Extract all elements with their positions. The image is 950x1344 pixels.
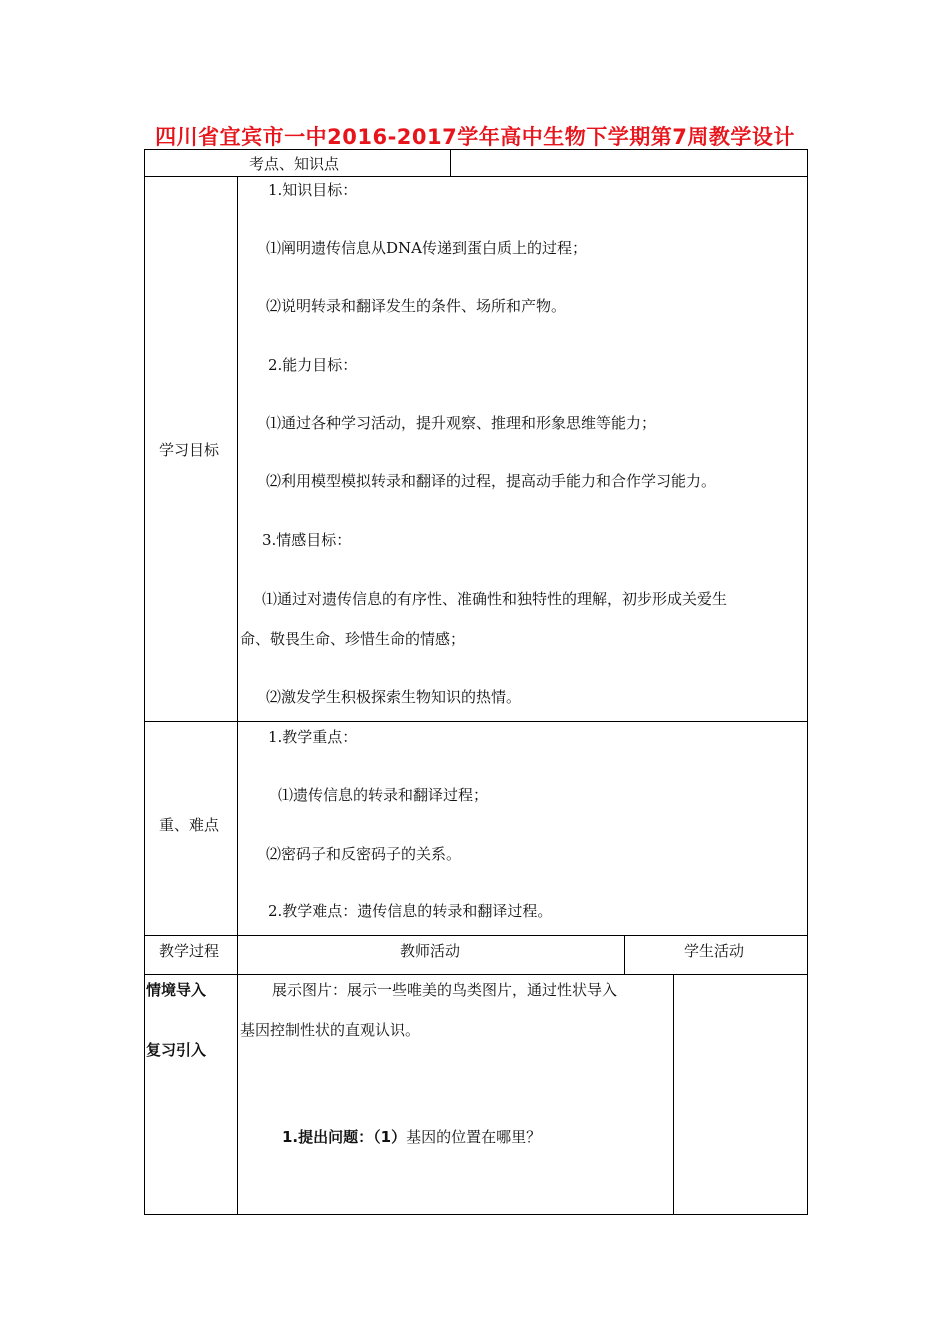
keypoint-line: ⑵密码子和反密码子的关系。 <box>266 845 462 863</box>
keypoint-line: 2.教学难点：遗传信息的转录和翻译过程。 <box>268 902 553 920</box>
keypoint-line: ⑴遗传信息的转录和翻译过程； <box>278 786 489 804</box>
teacher-activity-text: 基因控制性状的直观认识。 <box>240 1021 421 1039</box>
objectives-label: 学习目标 <box>159 441 220 459</box>
stage-label: 复习引入 <box>146 1041 207 1059</box>
teacher-activity-text: 展示图片：展示一些唯美的鸟类图片，通过性状导入 <box>272 981 618 999</box>
document-title: 四川省宜宾市一中2016-2017学年高中生物下学期第7周教学设计 <box>155 125 795 149</box>
objective-line: ⑵激发学生积极探索生物知识的热情。 <box>266 688 522 706</box>
keypoints-label: 重、难点 <box>159 816 220 834</box>
objective-line: 1.知识目标： <box>268 181 358 199</box>
row-divider <box>144 721 808 722</box>
column-divider <box>450 149 451 177</box>
student-activity-header: 学生活动 <box>684 942 745 960</box>
process-column-header: 教学过程 <box>159 942 220 960</box>
stage-label: 情境导入 <box>146 981 207 999</box>
column-divider <box>237 176 238 1215</box>
row-divider <box>144 176 808 177</box>
objective-line: ⑴通过各种学习活动，提升观察、推理和形象思维等能力； <box>266 414 657 432</box>
objective-line: 2.能力目标： <box>268 356 358 374</box>
topic-header-label: 考点、知识点 <box>249 155 340 173</box>
column-divider <box>624 935 625 975</box>
teacher-activity-header: 教师活动 <box>400 942 461 960</box>
objective-line: 3.情感目标： <box>262 531 352 549</box>
question-text: 基因的位置在哪里？ <box>406 1128 542 1146</box>
objective-line: ⑵说明转录和翻译发生的条件、场所和产物。 <box>266 297 567 315</box>
column-divider <box>673 974 674 1215</box>
row-divider <box>144 935 808 936</box>
keypoint-line: 1.教学重点： <box>268 728 358 746</box>
row-divider <box>144 974 808 975</box>
objective-line: ⑵利用模型模拟转录和翻译的过程，提高动手能力和合作学习能力。 <box>266 472 717 490</box>
objective-line: ⑴阐明遗传信息从DNA传递到蛋白质上的过程； <box>266 239 587 257</box>
question-line <box>282 1127 541 1147</box>
objective-line: ⑴通过对遗传信息的有序性、准确性和独特性的理解，初步形成关爱生 <box>262 590 728 608</box>
question-label: 1.提出问题：（1） <box>282 1128 407 1146</box>
objective-line: 命、敬畏生命、珍惜生命的情感； <box>240 630 466 648</box>
